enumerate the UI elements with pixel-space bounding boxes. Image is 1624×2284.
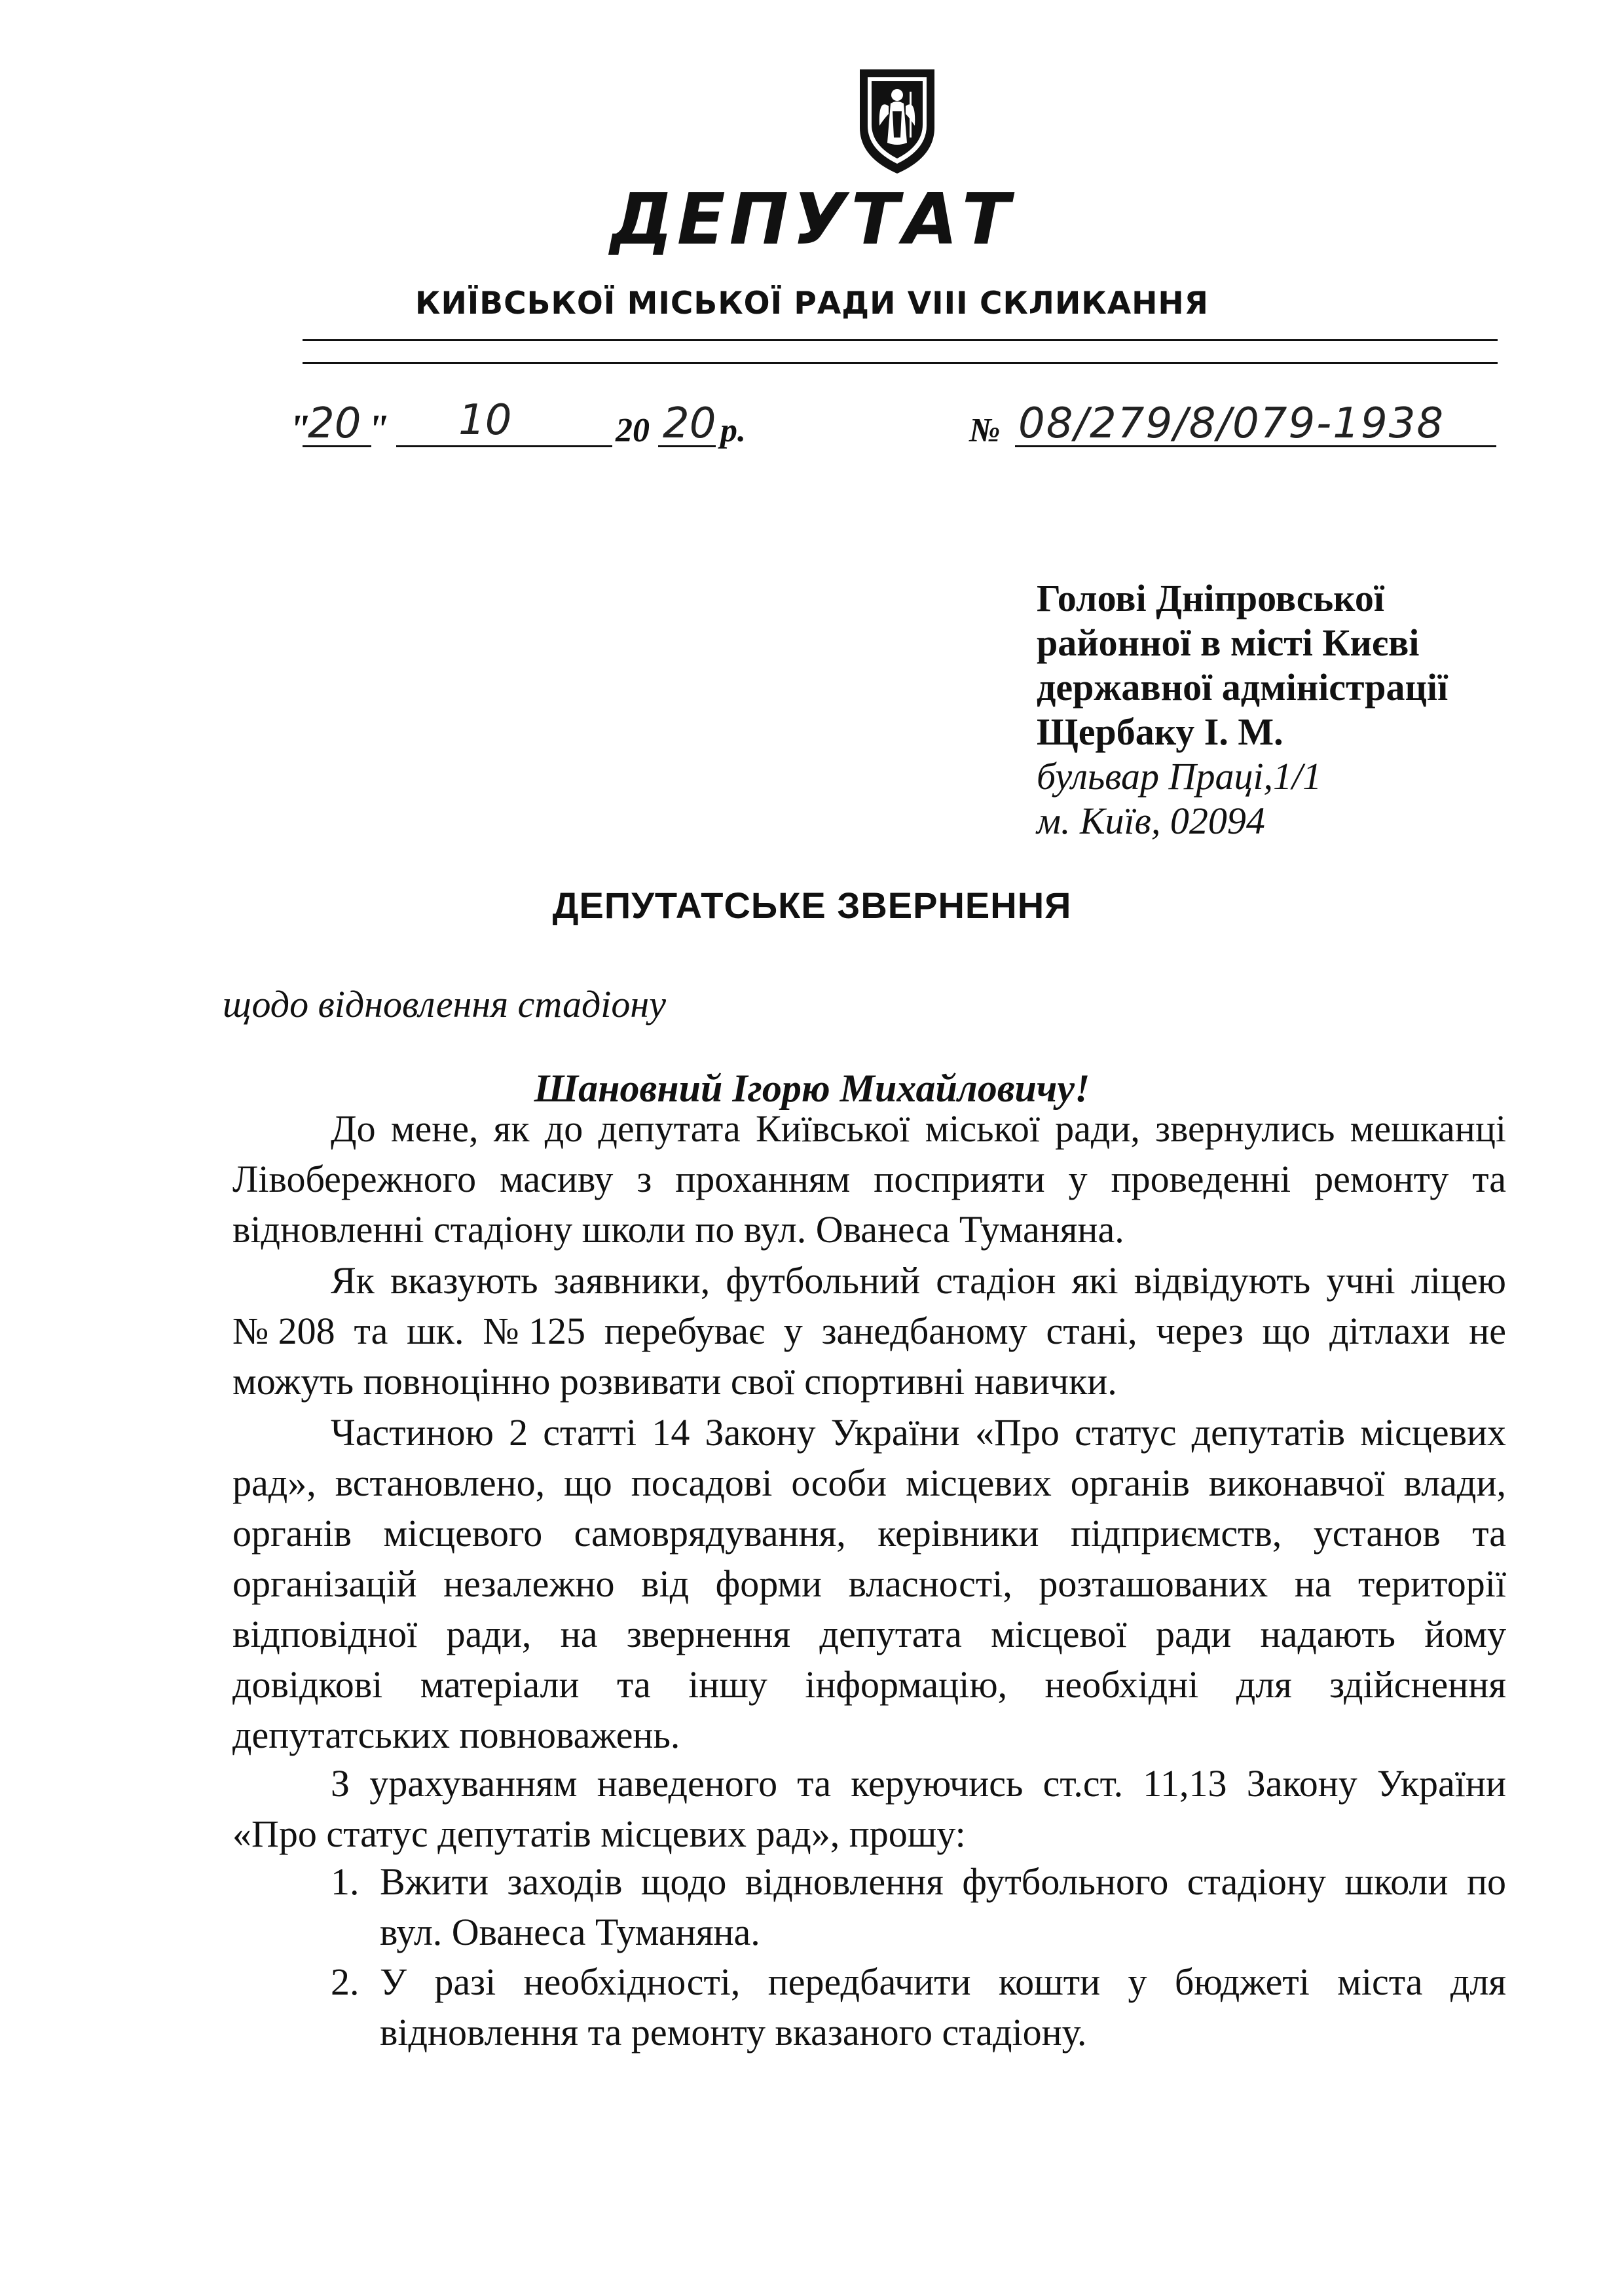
addressee-street: бульвар Праці,1/1 bbox=[1037, 755, 1322, 798]
addressee-city: м. Київ, 02094 bbox=[1037, 800, 1265, 842]
salutation: Шановний Ігорю Михайловичу! bbox=[534, 1067, 1090, 1110]
addressee-block bbox=[1037, 576, 1593, 843]
date-quote-close: " bbox=[367, 407, 390, 452]
request-item bbox=[331, 1856, 1506, 1957]
number-value: 08/279/8/079-1938 bbox=[1018, 399, 1445, 448]
body-paragraph: До мене, як до депутата Київської міської ради, звернулись мешканці Лівобережного масиву з проханням посприяти у проведенні ремонту та відновленні стадіону школи по вул. Ованеса Туманяна. bbox=[232, 1107, 1506, 1251]
request-number: 1. bbox=[331, 1860, 360, 1903]
addressee-name: Щербаку І. М. bbox=[1037, 710, 1283, 753]
letterhead-title: ДЕПУТАТ bbox=[610, 179, 1014, 261]
kyiv-coat-of-arms-icon bbox=[855, 65, 940, 177]
request-item bbox=[331, 1957, 1506, 2057]
date-quote-open: " bbox=[288, 407, 311, 452]
date-day: 20 bbox=[308, 399, 361, 448]
date-month-underline bbox=[396, 445, 612, 447]
document-subject: щодо відновлення стадіону bbox=[223, 983, 666, 1025]
addressee-line: державної адміністрації bbox=[1037, 666, 1449, 709]
body-paragraph: Як вказують заявники, футбольний стадіон які відвідують учні ліцею №208 та шк. №125 перебуває у занедбаному стані, через що дітлахи не можуть повноцінно розвивати свої спортивні навички. bbox=[232, 1259, 1506, 1403]
number-underline bbox=[1015, 445, 1496, 447]
date-year-underline bbox=[658, 445, 716, 447]
request-number: 2. bbox=[331, 1961, 360, 2003]
request-text: У разі необхідності, передбачити кошти у бюджеті міста для відновлення та ремонту вказаного стадіону. bbox=[380, 1961, 1506, 2054]
date-suffix: р. bbox=[720, 412, 746, 449]
letterhead-divider-top bbox=[303, 339, 1498, 341]
letterhead-divider-bottom bbox=[303, 362, 1498, 364]
date-day-underline bbox=[303, 445, 371, 447]
document-title: ДЕПУТАТСЬКЕ ЗВЕРНЕННЯ bbox=[552, 885, 1072, 926]
request-text: Вжити заходів щодо відновлення футбольного стадіону школи по вул. Ованеса Туманяна. bbox=[380, 1860, 1506, 1953]
date-year-prefix: 20 bbox=[616, 412, 650, 449]
letterhead-subtitle: КИЇВСЬКОЇ МІСЬКОЇ РАДИ VIII СКЛИКАННЯ bbox=[415, 286, 1209, 322]
body-paragraph: З урахуванням наведеного та керуючись ст.ст. 11,13 Закону України «Про статус депутатів місцевих рад», прошу: bbox=[232, 1762, 1506, 1855]
addressee-line: Голові Дніпровської bbox=[1037, 577, 1384, 619]
date-year-suffix: 20 bbox=[663, 399, 716, 448]
addressee-line: районної в місті Києві bbox=[1037, 621, 1420, 664]
date-month: 10 bbox=[458, 396, 512, 445]
number-label: № bbox=[969, 412, 1001, 449]
body-paragraph: Частиною 2 статті 14 Закону України «Про статус депутатів місцевих рад», встановлено, що посадові особи місцевих органів виконавчої влади, органів місцевого самоврядування, керівники підприємств, установ та організацій незалежно від форми власності, розташованих на території відповідної ради, на звернення депутата місцевої ради надають йому довідкові матеріали та іншу інформацію, необхідні для здійснення депутатських повноважень. bbox=[232, 1411, 1506, 1756]
